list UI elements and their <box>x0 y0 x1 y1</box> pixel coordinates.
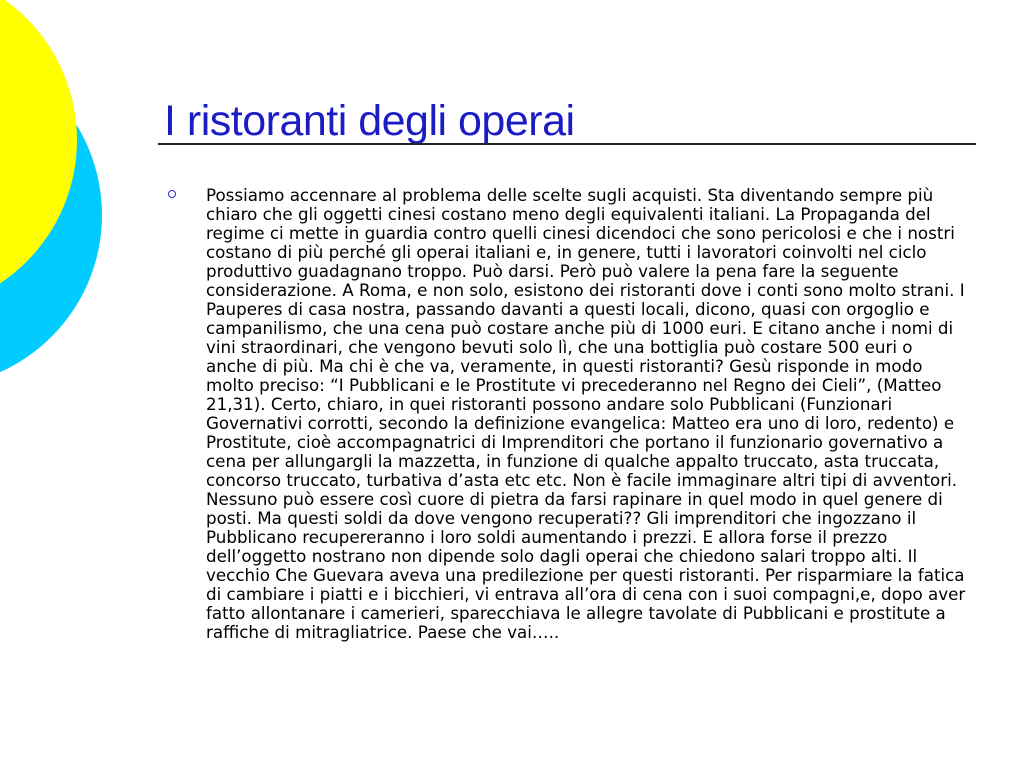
hollow-circle-bullet-icon <box>168 190 176 198</box>
title-divider <box>158 143 976 145</box>
slide-body-text: Possiamo accennare al problema delle scelte sugli acquisti. Sta diventando sempre più chiaro che gli oggetti cinesi costano meno degli equivalenti italiani. La Propaganda del regime ci mette in guardia contro quelli cinesi dicendoci che sono pericolosi e che i nostri costano di più perché gli operai italiani e, in genere, tutti i lavoratori coinvolti nel ciclo produttivo guadagnano troppo. Può darsi. Però può valere la pena fare la seguente considerazione. A Roma, e non solo, esistono dei ristoranti dove i conti sono molto strani. I Pauperes di casa nostra, passando davanti a questi locali, dicono, quasi con orgoglio e campanilismo, che una cena può costare anche più di 1000 euri. E citano anche i nomi di vini straordinari, che vengono bevuti solo lì, che una bottiglia può costare 500 euri o anche di più. Ma chi è che va, veramente, in questi ristoranti? Gesù risponde in modo molto preciso: “I Pubblicani e le Prostitute vi precederanno nel Regno dei Cieli”, (Matteo 21,31). Certo, chiaro, in quei ristoranti possono andare solo Pubblicani (Funzionari Governativi corrotti, secondo la definizione evangelica: Matteo era uno di loro, redento) e Prostitute, cioè accompagnatrici di Imprenditori che portano il funzionario governativo a cena per allungargli la mazzetta, in funzione di qualche appalto truccato, asta truccata, concorso truccato, turbativa d’asta etc etc. Non è facile immaginare altri tipi di avventori. Nessuno può essere così cuore di pietra da farsi rapinare in quel modo in quel genere di posti. Ma questi soldi da dove vengono recuperati?? Gli imprenditori che ingozzano il Pubblicano recupereranno i loro soldi aumentando i prezzi. E allora forse il prezzo dell’oggetto nostrano non dipende solo dagli operai che chiedono salari troppo alti. Il vecchio Che Guevara aveva una predilezione per questi ristoranti. Per risparmiare la fatica di cambiare i piatti e i bicchieri, vi entrava all’ora di cena con i suoi compagni,e, dopo aver fatto allontanare i camerieri, sparecchiava le allegre tavolate di Pubblicani e prostitute a raffiche di mitragliatrice. Paese che vai….. <box>206 185 966 642</box>
slide-title: I ristoranti degli operai <box>164 97 575 145</box>
decorative-circles <box>0 0 140 380</box>
